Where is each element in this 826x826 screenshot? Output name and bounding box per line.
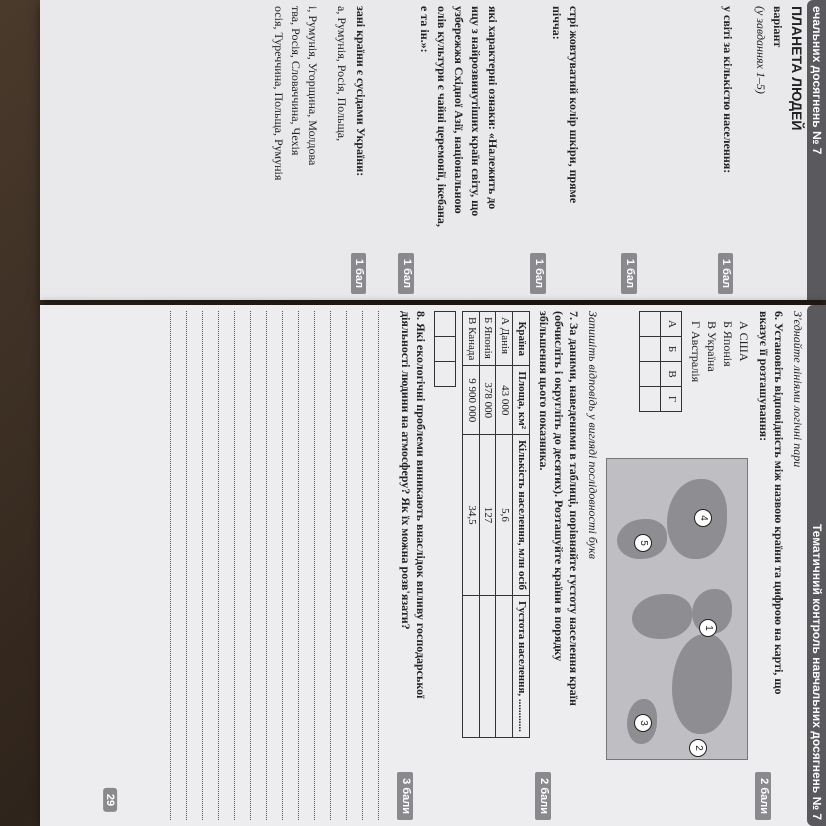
table-row [479, 312, 496, 738]
table-cell-answer[interactable] [496, 595, 513, 737]
answer-cell-label: Б [661, 337, 682, 362]
question-text: пічча: [550, 6, 564, 40]
answer-line[interactable] [266, 311, 282, 820]
table-cell: Б Японія [479, 312, 496, 366]
answer-line[interactable] [170, 311, 186, 820]
question-6-body [602, 305, 752, 826]
question-text: діяльності людини на атмосферу? Як їх можна розв'язати? [399, 311, 413, 630]
answer-option: осія, Туреччина, Польща, Румунія [271, 6, 286, 181]
answer-lines [170, 305, 394, 826]
answer-line[interactable] [202, 311, 218, 820]
question-6 [756, 311, 786, 820]
map-marker: 5 [634, 534, 652, 552]
table-header: Кількість населення, млн осіб [513, 435, 530, 596]
answer-line[interactable] [186, 311, 202, 820]
table-cell: В Канада [463, 312, 480, 366]
question-text: олів культури є чайні церемонії, ікебана, [435, 6, 450, 227]
answer-option: а, Румунія, Росія, Польща, [334, 6, 349, 142]
table-cell-answer[interactable] [463, 595, 480, 737]
table-cell: А Данія [496, 312, 513, 366]
score-badge: 1 бал [351, 253, 367, 294]
table-cell-answer[interactable] [479, 595, 496, 737]
answer-cell-label: В [661, 362, 682, 387]
workbook-page-right [40, 305, 826, 826]
answer-cell[interactable] [435, 337, 456, 362]
instruction: Запишіть відповідь у вигляді послідовності букв [586, 311, 600, 559]
answer-line[interactable] [314, 311, 330, 820]
page-right-content [40, 305, 826, 826]
table-cell: 43 000 [496, 366, 513, 435]
table-header: Країна [513, 312, 530, 366]
answer-cell[interactable] [640, 312, 661, 337]
answer-option: А США [737, 321, 751, 362]
score-badge: 1 бал [718, 253, 734, 294]
answer-option: В Україна [705, 321, 719, 372]
workbook-page-left [40, 0, 826, 300]
map-marker: 1 [699, 619, 717, 637]
answer-option: і, Румунія, Угорщина, Молдова [305, 6, 320, 166]
answer-line[interactable] [218, 311, 234, 820]
question-text: стрі жовтуватий колір шкіри, пряме [567, 6, 581, 204]
section-title: ПЛАНЕТА ЛЮДЕЙ [789, 6, 805, 131]
question-text: Установіть відповідність між назвою країни та цифрою на карті, що [772, 323, 786, 695]
answer-option: Г Австралія [689, 321, 703, 383]
table-cell: 34,5 [463, 435, 480, 596]
table-header: Густота населення, ............ [513, 595, 530, 737]
question-text: які характерні ознаки: «Належить до [486, 6, 501, 210]
answer-line[interactable] [362, 311, 378, 820]
question-text: За даними, наведеними в таблиці, порівняйте густоту населення країн [567, 323, 581, 706]
population-table [462, 311, 530, 738]
score-badge: 1 бал [530, 253, 546, 294]
answer-cell[interactable] [640, 362, 661, 387]
answer-line[interactable] [298, 311, 314, 820]
question-text: вказує її розташування: [757, 311, 771, 442]
question-text: зані країни є сусідами України: [354, 6, 369, 177]
answer-line[interactable] [346, 311, 362, 820]
answer-cell[interactable] [640, 337, 661, 362]
question-number: 6. [772, 311, 786, 320]
answer-option: Б Японія [721, 321, 735, 367]
answer-cell[interactable] [435, 362, 456, 387]
table-header: Площа, км² [513, 366, 530, 435]
question-8 [398, 311, 428, 820]
answer-line[interactable] [234, 311, 250, 820]
table-cell: 9 900 000 [463, 366, 480, 435]
page-header: ечальних досягнень № 7 [807, 0, 826, 300]
instruction: (у завданнях 1–5) [754, 6, 769, 94]
table-row [463, 312, 480, 738]
variant-label: варіант [771, 6, 786, 48]
answer-grid [639, 311, 682, 412]
table-row [496, 312, 513, 738]
answer-option: тва, Росія, Словаччина, Чехія [288, 6, 303, 156]
order-answer-grid [434, 311, 456, 387]
question-text: збільшення цього показника. [537, 311, 551, 471]
table-cell: 127 [479, 435, 496, 596]
continent-africa [632, 594, 692, 639]
map-marker: 4 [694, 509, 712, 527]
instruction: З'єднайте лініями логічні пари [791, 311, 805, 468]
question-text: е та ін.»: [418, 6, 433, 53]
score-badge: 1 бал [399, 253, 415, 294]
question-text: у світі за кількістю населення: [721, 6, 736, 174]
score-badge: 3 бали [397, 772, 413, 820]
page-header: Тематичний контроль навчальних досягнень № 7 [807, 305, 826, 826]
question-text: Які екологічні проблеми виникають внаслідок впливу господарської [414, 323, 428, 699]
answer-line[interactable] [378, 311, 394, 820]
page-left-content [40, 0, 826, 300]
answer-line[interactable] [250, 311, 266, 820]
map-marker: 3 [634, 714, 652, 732]
answer-line[interactable] [282, 311, 298, 820]
question-text: узбережжя Східної Азії, національною [452, 6, 467, 214]
question-number: 7. [567, 311, 581, 320]
answer-line[interactable] [330, 311, 346, 820]
world-map [606, 458, 748, 760]
answer-cell-label: Г [661, 387, 682, 412]
score-badge: 2 бали [755, 772, 771, 820]
question-text: (обчисліть і округліть до десятих). Розташуйте країни в порядку [552, 311, 566, 662]
answer-cell-label: А [661, 312, 682, 337]
page-number: 29 [103, 788, 117, 812]
score-badge: 1 бал [621, 253, 637, 294]
answer-cell[interactable] [640, 387, 661, 412]
table-cell: 378 000 [479, 366, 496, 435]
continent-asia [672, 634, 732, 734]
question-7 [536, 311, 581, 820]
score-badge: 2 бали [535, 772, 551, 820]
question-number: 8. [414, 311, 428, 320]
map-marker: 2 [689, 739, 707, 757]
answer-cell[interactable] [435, 312, 456, 337]
country-options [602, 305, 752, 418]
question-text: ицу з найрозвинутіших країн світу, що [469, 6, 484, 217]
table-cell: 5,6 [496, 435, 513, 596]
